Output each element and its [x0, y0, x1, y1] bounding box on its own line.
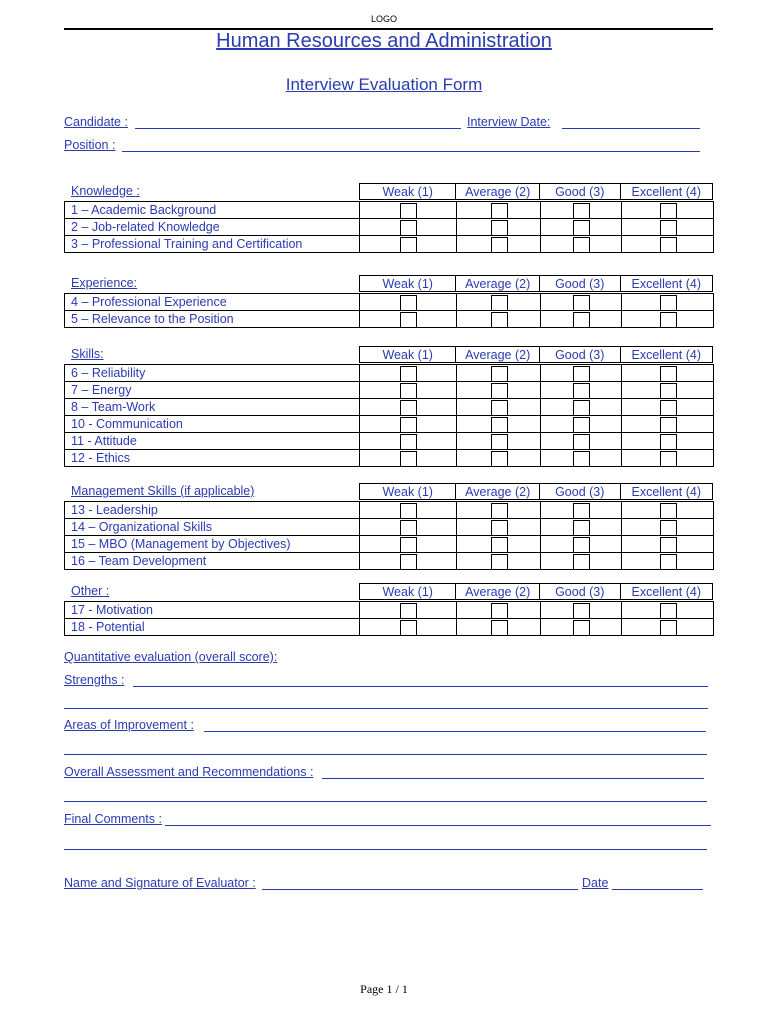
- rating-cell-excellent: [622, 311, 714, 328]
- column-header-good: Good (3): [540, 347, 621, 362]
- rating-checkbox-average[interactable]: [491, 295, 508, 311]
- rating-checkbox-weak[interactable]: [400, 520, 417, 536]
- rating-checkbox-excellent[interactable]: [660, 312, 677, 328]
- signature-field[interactable]: [262, 889, 578, 890]
- section-skills: [64, 346, 713, 467]
- improvement-field-line-2[interactable]: [64, 754, 707, 755]
- rating-checkbox-weak[interactable]: [400, 620, 417, 636]
- table-row: [65, 433, 714, 450]
- rating-checkbox-weak[interactable]: [400, 203, 417, 219]
- interview-date-field[interactable]: [562, 128, 700, 129]
- rating-checkbox-weak[interactable]: [400, 237, 417, 253]
- rating-table: [64, 364, 714, 467]
- rating-cell-average: [457, 311, 541, 328]
- criterion-label: 1 – Academic Background: [65, 202, 360, 219]
- table-row: [65, 382, 714, 399]
- rating-checkbox-good[interactable]: [573, 383, 590, 399]
- rating-checkbox-average[interactable]: [491, 620, 508, 636]
- improvement-field[interactable]: [204, 731, 706, 732]
- rating-cell-weak: [360, 382, 457, 399]
- rating-cell-weak: [360, 236, 457, 253]
- rating-cell-weak: [360, 399, 457, 416]
- rating-checkbox-weak[interactable]: [400, 434, 417, 450]
- section-header: [64, 275, 713, 293]
- rating-checkbox-good[interactable]: [573, 503, 590, 519]
- section-header: [64, 583, 713, 601]
- criterion-label: 12 - Ethics: [65, 450, 360, 467]
- rating-cell-weak: [360, 619, 457, 636]
- rating-cell-good: [541, 416, 622, 433]
- criterion-label: 15 – MBO (Management by Objectives): [65, 536, 360, 553]
- rating-cell-weak: [360, 553, 457, 570]
- rating-cell-weak: [360, 416, 457, 433]
- rating-checkbox-average[interactable]: [491, 603, 508, 619]
- rating-cell-good: [541, 450, 622, 467]
- column-header-excellent: Excellent (4): [631, 485, 701, 499]
- rating-table: [64, 293, 714, 328]
- rating-checkbox-excellent[interactable]: [660, 603, 677, 619]
- rating-cell-average: [457, 399, 541, 416]
- logo: LOGO: [370, 14, 397, 24]
- column-header-weak: Weak (1): [360, 276, 456, 291]
- rating-cell-good: [541, 433, 622, 450]
- rating-checkbox-weak[interactable]: [400, 417, 417, 433]
- column-header-weak: Weak (1): [360, 584, 456, 599]
- rating-checkbox-average[interactable]: [491, 520, 508, 536]
- rating-checkbox-excellent[interactable]: [660, 554, 677, 570]
- rating-cell-good: [541, 502, 622, 519]
- rating-cell-excellent: [622, 294, 714, 311]
- rating-cell-excellent: [622, 236, 714, 253]
- rating-checkbox-weak[interactable]: [400, 451, 417, 467]
- rating-cell-excellent: [622, 433, 714, 450]
- rating-checkbox-weak[interactable]: [400, 603, 417, 619]
- column-header-good: Good (3): [540, 184, 621, 199]
- rating-checkbox-excellent[interactable]: [660, 295, 677, 311]
- rating-checkbox-weak[interactable]: [400, 366, 417, 382]
- rating-checkbox-average[interactable]: [491, 366, 508, 382]
- rating-checkbox-weak[interactable]: [400, 220, 417, 236]
- form-subtitle: Interview Evaluation Form: [285, 75, 483, 94]
- strengths-field[interactable]: [133, 686, 708, 687]
- rating-checkbox-weak[interactable]: [400, 312, 417, 328]
- rating-cell-weak: [360, 202, 457, 219]
- table-row: [65, 536, 714, 553]
- section-experience: [64, 275, 713, 328]
- rating-checkbox-good[interactable]: [573, 366, 590, 382]
- rating-column-headers: [359, 483, 713, 500]
- criterion-label: 2 – Job-related Knowledge: [65, 219, 360, 236]
- rating-checkbox-average[interactable]: [491, 203, 508, 219]
- column-header-average: Average (2): [456, 584, 540, 599]
- final-comments-label: Final Comments :: [64, 812, 162, 826]
- page-title: Human Resources and Administration: [216, 30, 552, 52]
- rating-checkbox-average[interactable]: [491, 400, 508, 416]
- rating-checkbox-excellent[interactable]: [660, 451, 677, 467]
- rating-cell-excellent: [622, 202, 714, 219]
- table-row: [65, 553, 714, 570]
- rating-checkbox-weak[interactable]: [400, 383, 417, 399]
- rating-cell-good: [541, 536, 622, 553]
- rating-table: [64, 201, 714, 253]
- criterion-label: 3 – Professional Training and Certification: [65, 236, 360, 253]
- rating-cell-excellent: [622, 399, 714, 416]
- criterion-label: 16 – Team Development: [65, 553, 360, 570]
- rating-checkbox-average[interactable]: [491, 434, 508, 450]
- quantitative-label: Quantitative evaluation (overall score):: [64, 650, 278, 664]
- rating-column-headers: [359, 346, 713, 363]
- table-row: [65, 399, 714, 416]
- rating-checkbox-average[interactable]: [491, 237, 508, 253]
- rating-cell-average: [457, 365, 541, 382]
- rating-checkbox-excellent[interactable]: [660, 434, 677, 450]
- rating-cell-good: [541, 294, 622, 311]
- rating-checkbox-good[interactable]: [573, 295, 590, 311]
- rating-checkbox-average[interactable]: [491, 312, 508, 328]
- rating-column-headers: [359, 583, 713, 600]
- rating-checkbox-good[interactable]: [573, 451, 590, 467]
- rating-checkbox-average[interactable]: [491, 537, 508, 553]
- rating-cell-excellent: [622, 602, 714, 619]
- column-header-excellent: Excellent (4): [631, 585, 701, 599]
- table-row: [65, 294, 714, 311]
- rating-cell-average: [457, 219, 541, 236]
- table-row: [65, 619, 714, 636]
- criterion-label: 11 - Attitude: [65, 433, 360, 450]
- rating-checkbox-excellent[interactable]: [660, 417, 677, 433]
- section-other: [64, 583, 713, 636]
- table-row: [65, 202, 714, 219]
- rating-cell-weak: [360, 311, 457, 328]
- signature-label: Name and Signature of Evaluator :: [64, 876, 256, 890]
- section-title: Experience:: [71, 276, 138, 290]
- rating-cell-good: [541, 602, 622, 619]
- rating-cell-average: [457, 416, 541, 433]
- rating-checkbox-good[interactable]: [573, 400, 590, 416]
- column-header-weak: Weak (1): [360, 184, 456, 199]
- candidate-label: Candidate :: [64, 115, 128, 129]
- column-header-average: Average (2): [456, 347, 540, 362]
- criterion-label: 4 – Professional Experience: [65, 294, 360, 311]
- table-row: [65, 416, 714, 433]
- rating-cell-average: [457, 502, 541, 519]
- rating-checkbox-weak[interactable]: [400, 537, 417, 553]
- rating-cell-good: [541, 619, 622, 636]
- section-title: Skills:: [71, 347, 104, 361]
- rating-checkbox-good[interactable]: [573, 520, 590, 536]
- date-field[interactable]: [612, 889, 703, 890]
- criterion-label: 13 - Leadership: [65, 502, 360, 519]
- criterion-label: 7 – Energy: [65, 382, 360, 399]
- rating-checkbox-weak[interactable]: [400, 295, 417, 311]
- rating-checkbox-excellent[interactable]: [660, 520, 677, 536]
- rating-checkbox-good[interactable]: [573, 603, 590, 619]
- rating-cell-weak: [360, 294, 457, 311]
- rating-cell-good: [541, 219, 622, 236]
- table-row: [65, 311, 714, 328]
- interview-date-label: Interview Date:: [467, 115, 551, 129]
- rating-cell-average: [457, 450, 541, 467]
- rating-checkbox-weak[interactable]: [400, 554, 417, 570]
- table-row: [65, 502, 714, 519]
- column-header-good: Good (3): [540, 584, 621, 599]
- rating-checkbox-excellent[interactable]: [660, 400, 677, 416]
- final-comments-field[interactable]: [165, 825, 711, 826]
- rating-checkbox-good[interactable]: [573, 554, 590, 570]
- rating-cell-good: [541, 365, 622, 382]
- rating-cell-weak: [360, 365, 457, 382]
- rating-checkbox-average[interactable]: [491, 451, 508, 467]
- column-header-average: Average (2): [456, 276, 540, 291]
- rating-cell-average: [457, 536, 541, 553]
- rating-checkbox-average[interactable]: [491, 503, 508, 519]
- rating-cell-average: [457, 619, 541, 636]
- rating-checkbox-good[interactable]: [573, 620, 590, 636]
- column-header-good: Good (3): [540, 484, 621, 499]
- final-comments-field-line-2[interactable]: [64, 849, 707, 850]
- rating-cell-average: [457, 433, 541, 450]
- column-header-weak: Weak (1): [360, 347, 456, 362]
- rating-cell-excellent: [622, 382, 714, 399]
- rating-cell-excellent: [622, 365, 714, 382]
- column-header-excellent: Excellent (4): [631, 348, 701, 362]
- criterion-label: 6 – Reliability: [65, 365, 360, 382]
- column-header-average: Average (2): [456, 484, 540, 499]
- rating-checkbox-good[interactable]: [573, 537, 590, 553]
- date-label: Date: [582, 876, 609, 890]
- column-header-excellent: Excellent (4): [631, 277, 701, 291]
- rating-column-headers: [359, 275, 713, 292]
- rating-checkbox-weak[interactable]: [400, 400, 417, 416]
- rating-cell-weak: [360, 536, 457, 553]
- rating-checkbox-good[interactable]: [573, 417, 590, 433]
- overall-label: Overall Assessment and Recommendations :: [64, 765, 314, 779]
- rating-table: [64, 501, 714, 570]
- rating-cell-excellent: [622, 553, 714, 570]
- rating-checkbox-excellent[interactable]: [660, 503, 677, 519]
- rating-checkbox-good[interactable]: [573, 434, 590, 450]
- strengths-field-line-2[interactable]: [64, 708, 708, 709]
- rating-checkbox-average[interactable]: [491, 417, 508, 433]
- rating-cell-average: [457, 382, 541, 399]
- rating-cell-average: [457, 236, 541, 253]
- table-row: [65, 602, 714, 619]
- overall-field-line-2[interactable]: [64, 801, 707, 802]
- rating-cell-average: [457, 519, 541, 536]
- rating-cell-weak: [360, 450, 457, 467]
- candidate-field[interactable]: [135, 128, 461, 129]
- rating-cell-excellent: [622, 416, 714, 433]
- rating-checkbox-excellent[interactable]: [660, 537, 677, 553]
- section-knowledge: [64, 183, 713, 253]
- table-row: [65, 365, 714, 382]
- rating-checkbox-average[interactable]: [491, 220, 508, 236]
- section-title: Knowledge :: [71, 184, 140, 198]
- rating-cell-average: [457, 602, 541, 619]
- rating-cell-excellent: [622, 519, 714, 536]
- rating-checkbox-excellent[interactable]: [660, 203, 677, 219]
- rating-checkbox-good[interactable]: [573, 220, 590, 236]
- rating-cell-good: [541, 202, 622, 219]
- rating-checkbox-excellent[interactable]: [660, 366, 677, 382]
- rating-cell-good: [541, 311, 622, 328]
- strengths-label: Strengths :: [64, 673, 125, 687]
- rating-cell-average: [457, 294, 541, 311]
- rating-cell-good: [541, 519, 622, 536]
- rating-cell-good: [541, 399, 622, 416]
- rating-checkbox-good[interactable]: [573, 312, 590, 328]
- section-header: [64, 483, 713, 501]
- improvement-label: Areas of Improvement :: [64, 718, 194, 732]
- rating-checkbox-good[interactable]: [573, 237, 590, 253]
- rating-checkbox-excellent[interactable]: [660, 383, 677, 399]
- position-label: Position :: [64, 138, 116, 152]
- criterion-label: 18 - Potential: [65, 619, 360, 636]
- rating-checkbox-excellent[interactable]: [660, 220, 677, 236]
- overall-field[interactable]: [322, 778, 704, 779]
- rating-table: [64, 601, 714, 636]
- rating-checkbox-good[interactable]: [573, 203, 590, 219]
- rating-cell-weak: [360, 519, 457, 536]
- rating-cell-good: [541, 382, 622, 399]
- rating-cell-weak: [360, 502, 457, 519]
- rating-cell-average: [457, 202, 541, 219]
- section-title: Management Skills (if applicable): [71, 484, 255, 498]
- section-management-skills: [64, 483, 713, 570]
- rating-cell-weak: [360, 219, 457, 236]
- column-header-good: Good (3): [540, 276, 621, 291]
- criterion-label: 8 – Team-Work: [65, 399, 360, 416]
- rating-checkbox-weak[interactable]: [400, 503, 417, 519]
- rating-cell-excellent: [622, 450, 714, 467]
- column-header-excellent: Excellent (4): [631, 185, 701, 199]
- rating-cell-excellent: [622, 219, 714, 236]
- rating-cell-excellent: [622, 536, 714, 553]
- section-header: [64, 346, 713, 364]
- section-header: [64, 183, 713, 201]
- rating-column-headers: [359, 183, 713, 200]
- column-header-weak: Weak (1): [360, 484, 456, 499]
- rating-cell-excellent: [622, 502, 714, 519]
- criterion-label: 17 - Motivation: [65, 602, 360, 619]
- page-number: Page 1 / 1: [360, 982, 408, 996]
- table-row: [65, 450, 714, 467]
- criterion-label: 10 - Communication: [65, 416, 360, 433]
- rating-checkbox-excellent[interactable]: [660, 237, 677, 253]
- rating-checkbox-excellent[interactable]: [660, 620, 677, 636]
- column-header-average: Average (2): [456, 184, 540, 199]
- rating-checkbox-average[interactable]: [491, 554, 508, 570]
- table-row: [65, 519, 714, 536]
- criterion-label: 14 – Organizational Skills: [65, 519, 360, 536]
- section-title: Other :: [71, 584, 110, 598]
- criterion-label: 5 – Relevance to the Position: [65, 311, 360, 328]
- rating-cell-good: [541, 553, 622, 570]
- rating-cell-excellent: [622, 619, 714, 636]
- rating-checkbox-average[interactable]: [491, 383, 508, 399]
- rating-cell-weak: [360, 433, 457, 450]
- rating-cell-weak: [360, 602, 457, 619]
- table-row: [65, 236, 714, 253]
- rating-cell-average: [457, 553, 541, 570]
- rating-cell-good: [541, 236, 622, 253]
- table-row: [65, 219, 714, 236]
- position-field[interactable]: [122, 151, 700, 152]
